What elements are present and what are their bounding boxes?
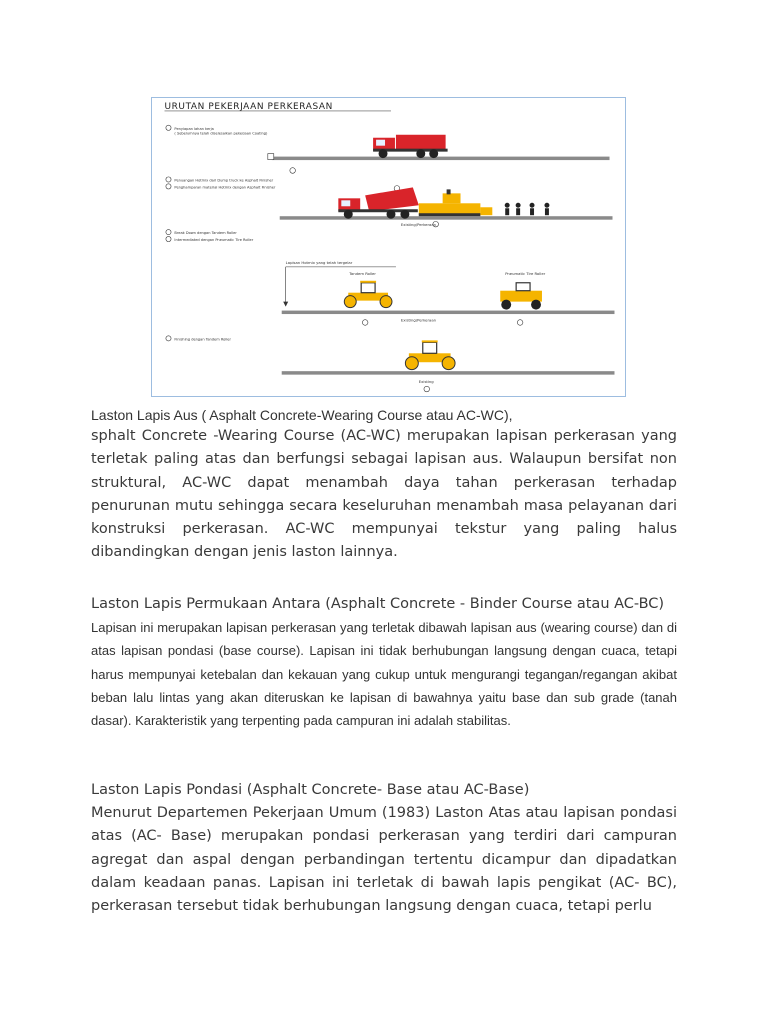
pneumatic-wheel [501, 300, 511, 310]
asphalt-finisher-icon [419, 189, 493, 216]
ground-line-2 [280, 216, 613, 219]
finisher-cab [443, 193, 461, 203]
step-2-label: Penuangan Hotmix dari Dump truck ke Asphalt Finisher [174, 178, 274, 183]
roller-canopy [423, 342, 437, 353]
ground-line-1 [272, 157, 610, 160]
roller-canopy [361, 283, 375, 293]
finisher-track [419, 213, 481, 216]
dump-truck-icon [373, 135, 448, 158]
ground-marker [268, 154, 274, 160]
arrow-head [283, 302, 288, 307]
step-marker-5 [166, 236, 171, 241]
truck-wheel [416, 149, 425, 158]
roller-drum [405, 357, 418, 370]
step-6-label: Finishing dengan Tandem Roller [174, 337, 231, 342]
section-body-ac-bc: Lapisan ini merupakan lapisan perkerasan yang terletak dibawah lapisan aus (wearing course) dan di atas lapisan pondasi (base course). Lapisan ini tidak berhubungan langsung dengan cuaca, tetapi harus mempunyai ketebalan dan kekauan yang cukup untuk mengurangi tegangan/regangan akibat beban lalu lintas yang akan diteruskan ke lapisan di bawahnya yaitu base dan sub grade (tanah dasar). Karakteristik yang terpenting pada campuran ini adalah stabilitas. [91, 620, 677, 729]
truck-window [341, 200, 350, 206]
pneumatic-wheel [531, 300, 541, 310]
existing-label-2: Existing/Perkeraan [400, 318, 437, 323]
tandem-roller-icon [405, 340, 455, 369]
ground-line-3 [282, 311, 615, 314]
step-5-label: Intermediated dengan Pneumatic Tire Roller [174, 238, 254, 243]
tandem-roller-icon [344, 281, 392, 308]
step-marker-3 [166, 184, 171, 189]
section-heading-ac-base: Laston Lapis Pondasi (Asphalt Concrete- Base atau AC-Base) [91, 782, 530, 798]
step-1-note: ( Sebelumnya telah diselesaikan pekerjaan Coating) [174, 131, 268, 136]
dump-truck-icon [338, 187, 418, 218]
existing-label-3: Existing [418, 380, 434, 385]
worker-icon [516, 203, 521, 215]
callout-4 [362, 320, 368, 326]
roller-drum [380, 296, 392, 308]
tilted-dump-bed [365, 187, 419, 211]
paving-sequence-figure [151, 97, 626, 397]
roller-drum [442, 357, 455, 370]
section-body-ac-base: Menurut Departemen Pekerjaan Umum (1983) Laston Atas atau lapisan pondasi atas (AC- Base) merupakan pondasi perkerasan yang terdiri dari campuran agregat dan aspal dengan perbandingan tertentu dicampur dan dipadatkan dalam keadaan panas. Lapisan ini terletak di bawah lapis pengikat (AC- BC), perkerasan tersebut tidak berhubungan langsung dengan cuaca, tetapi perlu [91, 805, 677, 915]
callout-6 [424, 386, 430, 392]
dump-bed [396, 135, 446, 150]
roller-roof [422, 340, 438, 342]
callout-5 [517, 320, 523, 326]
section-ac-bc [91, 593, 677, 732]
finisher-stack [447, 189, 451, 194]
step-1-label: Penyiapan lahan kerja [174, 126, 214, 131]
truck-wheel [379, 149, 388, 158]
finisher-screed [480, 207, 492, 215]
step-4-label: Break Down dengan Tandem Roller [174, 231, 237, 236]
step-3-label: Penghamparan material Hotmix dengan Asphalt Finisher [174, 185, 276, 190]
worker-icon [530, 203, 535, 215]
figure-title: URUTAN PEKERJAAN PERKERASAN [164, 101, 333, 112]
existing-label-1: Existing/Perkeraan [400, 223, 437, 228]
truck-wheel [429, 149, 438, 158]
section-heading-ac-bc: Laston Lapis Permukaan Antara (Asphalt Concrete - Binder Course atau AC-BC) [91, 596, 665, 612]
tandem-label-1: Tandem Roller [349, 271, 376, 276]
step-marker-1 [166, 125, 171, 130]
roller-drum [344, 296, 356, 308]
callout-1 [290, 168, 296, 174]
step-marker-4 [166, 230, 171, 235]
step-marker-2 [166, 177, 171, 182]
section-heading-ac-wc: Laston Lapis Aus ( Asphalt Concrete-Wearing Course atau AC-WC), [91, 407, 513, 423]
ground-line-4 [282, 371, 615, 374]
section-body-ac-wc: sphalt Concrete -Wearing Course (AC-WC) merupakan lapisan perkerasan yang terletak paling atas dan berfungsi sebagai lapisan aus. Walaupun bersifat non struktural, AC-WC dapat menambah daya tahan perkerasan terhadap penurunan mutu sehingga secara keseluruhan menambah masa pelayanan dari konstruksi perkerasan. AC-WC mempunyai tekstur yang paling halus dibandingkan dengan jenis laston lainnya. [91, 428, 677, 561]
truck-wheel [400, 210, 409, 219]
truck-wheel [387, 210, 396, 219]
section-ac-base [91, 779, 677, 918]
worker-icon [505, 203, 510, 215]
truck-window [376, 140, 385, 146]
section-ac-wc [91, 405, 677, 565]
step-marker-6 [166, 336, 171, 341]
roller-roof [360, 281, 376, 283]
pneumatic-label: Pneumatic Tire Roller [505, 271, 546, 276]
paving-sequence-diagram [152, 98, 625, 396]
pneumatic-roller-icon [500, 283, 542, 310]
pneumatic-canopy [516, 283, 530, 291]
lapisan-label: Lapisan Hotmix yang telah tergelar [285, 260, 353, 265]
truck-wheel [344, 210, 353, 219]
worker-icon [544, 203, 549, 215]
